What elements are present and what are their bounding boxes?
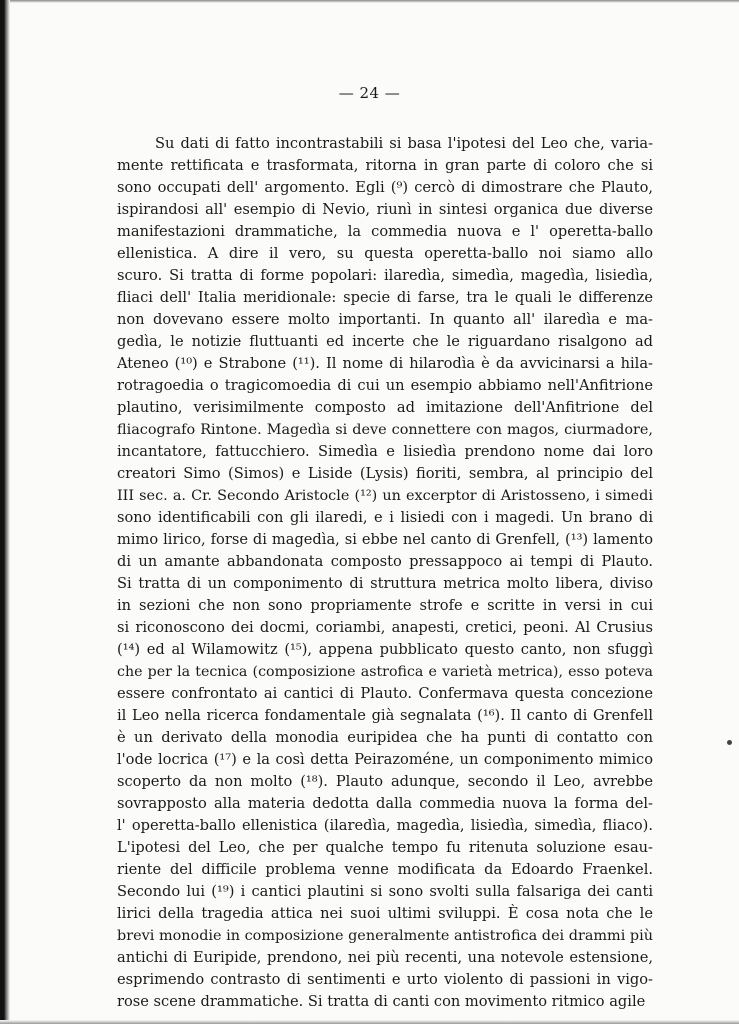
text-line: rotragoedia o tragicomoedia di cui un esempio abbiamo nell'Anfitrione [117,377,653,394]
text-line: creatori Simo (Simos) e Liside (Lysis) fioriti, sembra, al principio del [117,465,653,482]
text-line: brevi monodie in composizione generalmente antistrofica dei drammi più [117,928,653,944]
text-line: esprimendo contrasto di sentimenti e urto violento di passioni in vigo- [117,971,653,988]
text-line: in sezioni che non sono propriamente strofe e scritte in versi in cui [117,597,653,614]
text-line: manifestazioni drammatiche, la commedia nuova e l' operetta-ballo [117,223,653,240]
text-line: mimo lirico, forse di magedìa, si ebbe nel canto di Grenfell, (¹³) lamento [117,531,653,548]
text-line: fliaci dell' Italia meridionale: specie di farse, tra le quali le differenze [117,289,653,306]
text-line: L'ipotesi del Leo, che per qualche tempo fu ritenuta soluzione esau- [117,839,653,856]
text-line: ellenistica. A dire il vero, su questa operetta-ballo noi siamo allo [117,245,653,262]
text-line: ispirandosi all' esempio di Nevio, riunì in sintesi organica due diverse [117,201,653,218]
text-line: Ateneo (¹⁰) e Strabone (¹¹). Il nome di hilarodìa è da avvicinarsi a hila- [117,355,653,372]
text-line: sono identificabili con gli ilaredi, e i lisiedi con i magedi. Un brano di [117,509,653,526]
text-line: di un amante abbandonata composto pressappoco ai tempi di Plauto. [117,553,653,570]
text-line: incantatore, fattucchiero. Simedìa e lisiedìa prendono nome dai loro [117,443,653,460]
text-line: rose scene drammatiche. Si tratta di canti con movimento ritmico agile [117,993,646,1010]
scan-edge-left [0,0,10,1024]
text-line: sono occupati dell' argomento. Egli (⁹) cercò di dimostrare che Plauto, [117,179,653,196]
text-line: fliacografo Rintone. Magedìa si deve connettere con magos, ciurmadore, [117,422,653,438]
text-line: Si tratta di un componimento di struttura metrica molto libera, diviso [117,575,653,592]
body-text [117,133,653,1013]
text-line: (¹⁴) ed al Wilamowitz (¹⁵), appena pubblicato questo canto, non sfuggì [117,641,653,658]
text-line: Su dati di fatto incontrastabili si basa l'ipotesi del Leo che, varia- [155,135,653,152]
text-line: si riconoscono dei docmi, coriambi, anapesti, cretici, peoni. Al Crusius [117,619,653,636]
text-line: III sec. a. Cr. Secondo Aristocle (¹²) un excerptor di Aristosseno, i simedi [117,488,653,504]
text-line: scoperto da non molto (¹⁸). Plauto adunque, secondo il Leo, avrebbe [117,773,653,790]
text-line: lirici della tragedia attica nei suoi ultimi sviluppi. È cosa nota che le [117,905,653,922]
text-line: che per la tecnica (composizione astrofica e varietà metrica), esso poteva [117,664,653,680]
text-line: essere confrontato ai cantici di Plauto. Confermava questa concezione [117,685,653,702]
page-number: — 24 — [338,84,401,102]
text-line: antichi di Euripide, prendono, nei più recenti, una notevole estensione, [117,949,653,966]
text-line: è un derivato della monodia euripidea che ha punti di contatto con [117,729,653,746]
text-line: scuro. Si tratta di forme popolari: ilaredìa, simedìa, magedìa, lisiedìa, [117,267,653,284]
text-line: l'ode locrica (¹⁷) e la così detta Peirazoméne, un componimento mimico [117,751,653,768]
text-line: riente del difficile problema venne modificata da Edoardo Fraenkel. [117,861,653,878]
text-line: non dovevano essere molto importanti. In quanto all' ilaredìa e ma- [117,311,653,328]
scan-edge-top [0,0,739,3]
text-line: l' operetta-ballo ellenistica (ilaredìa, magedìa, lisiedìa, simedìa, fliaco). [117,817,653,834]
text-line: mente rettificata e trasformata, ritorna in gran parte di coloro che si [117,157,653,174]
scan-edge-bottom [0,1020,739,1024]
scan-speck [727,740,732,745]
text-line: plautino, verisimilmente composto ad imitazione dell'Anfitrione del [117,399,653,416]
text-line: Secondo lui (¹⁹) i cantici plautini si sono svolti sulla falsariga dei canti [117,883,653,900]
text-line: gedìa, le notizie fluttuanti ed incerte che le riguardano risalgono ad [117,333,653,350]
text-line: il Leo nella ricerca fondamentale già segnalata (¹⁶). Il canto di Grenfell [117,707,653,724]
text-line: sovrapposto alla materia dedotta dalla commedia nuova la forma del- [117,795,653,812]
